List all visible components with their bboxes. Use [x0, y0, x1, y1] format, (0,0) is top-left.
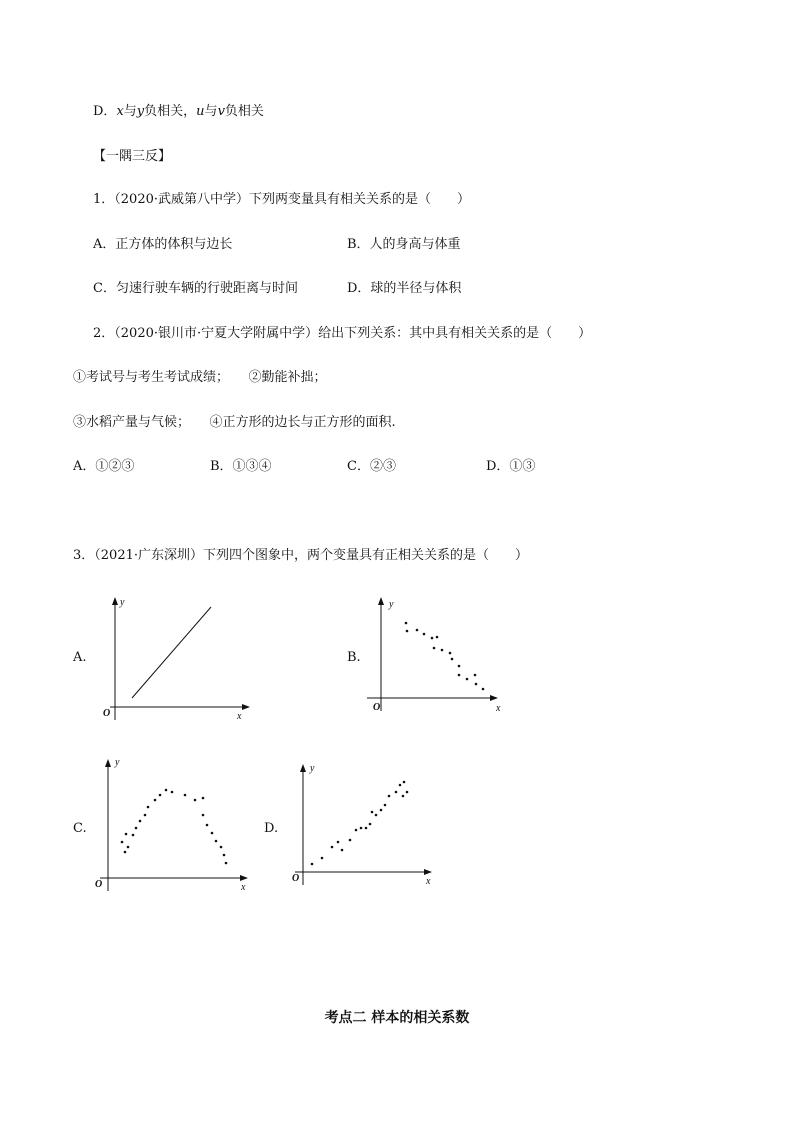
scatter-point	[331, 846, 334, 849]
scatter-point	[423, 633, 426, 636]
scatter-point	[202, 797, 205, 800]
line-series	[132, 607, 211, 698]
q2-stem: 2．（2020·银川市·宁夏大学附属中学）给出下列关系：其中具有相关关系的是（ ）	[93, 326, 592, 341]
scatter-point	[355, 829, 358, 832]
var-x: x	[116, 104, 124, 119]
y-axis-label: y	[120, 597, 125, 608]
scatter-point	[405, 622, 408, 625]
q2-items-3-4: ③水稻产量与气候； ④正方形的边长与正方形的面积.	[73, 415, 396, 430]
section-heading: 【一隅三反】	[93, 149, 172, 164]
var-y: y	[136, 104, 145, 119]
scatter-point	[206, 824, 209, 827]
q3-stem: 3．（2021·广东深圳）下列四个图象中，两个变量具有正相关关系的是（ ）	[73, 548, 528, 563]
y-axis-arrow-icon	[112, 597, 118, 605]
scatter-point	[154, 799, 157, 802]
x-axis-arrow-icon	[242, 704, 250, 710]
scatter-point	[466, 678, 469, 681]
scatter-point	[135, 827, 138, 830]
var-u: u	[196, 104, 205, 119]
scatter-point	[202, 814, 205, 817]
scatter-point	[121, 841, 124, 844]
q1-option-c: C．匀速行驶车辆的行驶距离与时间	[93, 281, 298, 296]
scatter-point	[474, 674, 477, 677]
scatter-point	[165, 789, 168, 792]
scatter-point	[388, 795, 391, 798]
q2-option-d: D．①③	[486, 459, 536, 474]
x-axis-arrow-icon	[240, 875, 248, 881]
x-axis-label: x	[426, 876, 431, 887]
scatter-point	[124, 851, 127, 854]
scatter-point	[311, 863, 314, 866]
scatter-point	[349, 839, 352, 842]
scatter-point	[402, 795, 405, 798]
x-axis-label: x	[241, 882, 246, 893]
scatter-point	[220, 846, 223, 849]
scatter-point	[215, 840, 218, 843]
y-axis-arrow-icon	[378, 597, 384, 605]
scatter-point	[211, 832, 214, 835]
graph-a	[90, 595, 260, 730]
graph-d	[290, 760, 440, 890]
graph-c-label: C.	[73, 821, 87, 836]
q1-stem: 1．（2020·武威第八中学）下列两变量具有相关关系的是（ ）	[93, 192, 470, 207]
scatter-point	[406, 630, 409, 633]
scatter-point	[482, 688, 485, 691]
scatter-point	[365, 827, 368, 830]
y-axis-arrow-icon	[105, 759, 111, 767]
scatter-point	[395, 791, 398, 794]
scatter-point	[360, 827, 363, 830]
scatter-point	[223, 854, 226, 857]
option-d-prefix: D．	[93, 104, 117, 119]
q1-option-a: A．正方体的体积与边长	[93, 237, 233, 252]
y-axis-label: y	[389, 599, 394, 610]
origin-label: O	[103, 708, 111, 719]
graph-d-label: D.	[264, 821, 279, 836]
q2-option-a: A．①②③	[73, 459, 135, 474]
scatter-point	[371, 811, 374, 814]
with-text-2: 与	[204, 104, 218, 119]
section-title: 考点二 样本的相关系数	[324, 1010, 470, 1026]
scatter-point	[458, 674, 461, 677]
x-axis-label: x	[237, 711, 242, 722]
scatter-points	[311, 781, 409, 866]
scatter-point	[475, 683, 478, 686]
q1-option-b: B．人的身高与体重	[347, 237, 461, 252]
scatter-point	[449, 652, 452, 655]
scatter-point	[380, 809, 383, 812]
graph-b-label: B.	[347, 650, 361, 665]
scatter-point	[451, 658, 454, 661]
scatter-point	[225, 862, 228, 865]
scatter-point	[431, 637, 434, 640]
scatter-point	[184, 794, 187, 797]
graph-b	[362, 593, 512, 718]
origin-label: O	[95, 879, 103, 890]
scatter-point	[341, 849, 344, 852]
scatter-point	[441, 649, 444, 652]
scatter-point	[375, 814, 378, 817]
y-axis-arrow-icon	[300, 764, 306, 772]
scatter-point	[416, 629, 419, 632]
x-axis-arrow-icon	[424, 869, 432, 875]
y-axis-label: y	[310, 763, 315, 774]
y-axis-label: y	[115, 757, 120, 768]
scatter-point	[384, 804, 387, 807]
scatter-point	[132, 834, 135, 837]
scatter-point	[171, 791, 174, 794]
origin-label: O	[373, 702, 381, 713]
scatter-point	[403, 781, 406, 784]
x-axis-label: x	[496, 703, 501, 714]
scatter-points	[121, 789, 228, 865]
q2-items-1-2: ①考试号与考生考试成绩； ②勤能补拙；	[73, 370, 327, 385]
scatter-point	[369, 823, 372, 826]
graph-c	[90, 755, 260, 895]
with-text: 与	[123, 104, 137, 119]
scatter-point	[433, 647, 436, 650]
option-d-line	[93, 104, 264, 120]
scatter-point	[458, 665, 461, 668]
scatter-points	[405, 622, 485, 691]
scatter-point	[399, 784, 402, 787]
scatter-point	[144, 814, 147, 817]
neg-text-2: 负相关	[224, 104, 264, 119]
scatter-point	[125, 833, 128, 836]
q1-option-d: D．球的半径与体积	[347, 281, 462, 296]
origin-label: O	[292, 873, 300, 884]
scatter-point	[139, 820, 142, 823]
scatter-point	[147, 806, 150, 809]
q2-option-b: B．①③④	[210, 459, 272, 474]
x-axis-arrow-icon	[490, 695, 498, 701]
scatter-point	[321, 857, 324, 860]
scatter-point	[159, 794, 162, 797]
q2-option-c: C．②③	[347, 459, 396, 474]
var-v: v	[217, 104, 225, 119]
scatter-point	[406, 791, 409, 794]
scatter-point	[436, 636, 439, 639]
scatter-point	[337, 841, 340, 844]
neg-text: 负相关，	[144, 104, 197, 119]
scatter-point	[194, 799, 197, 802]
scatter-point	[127, 846, 130, 849]
graph-a-label: A.	[73, 650, 87, 665]
